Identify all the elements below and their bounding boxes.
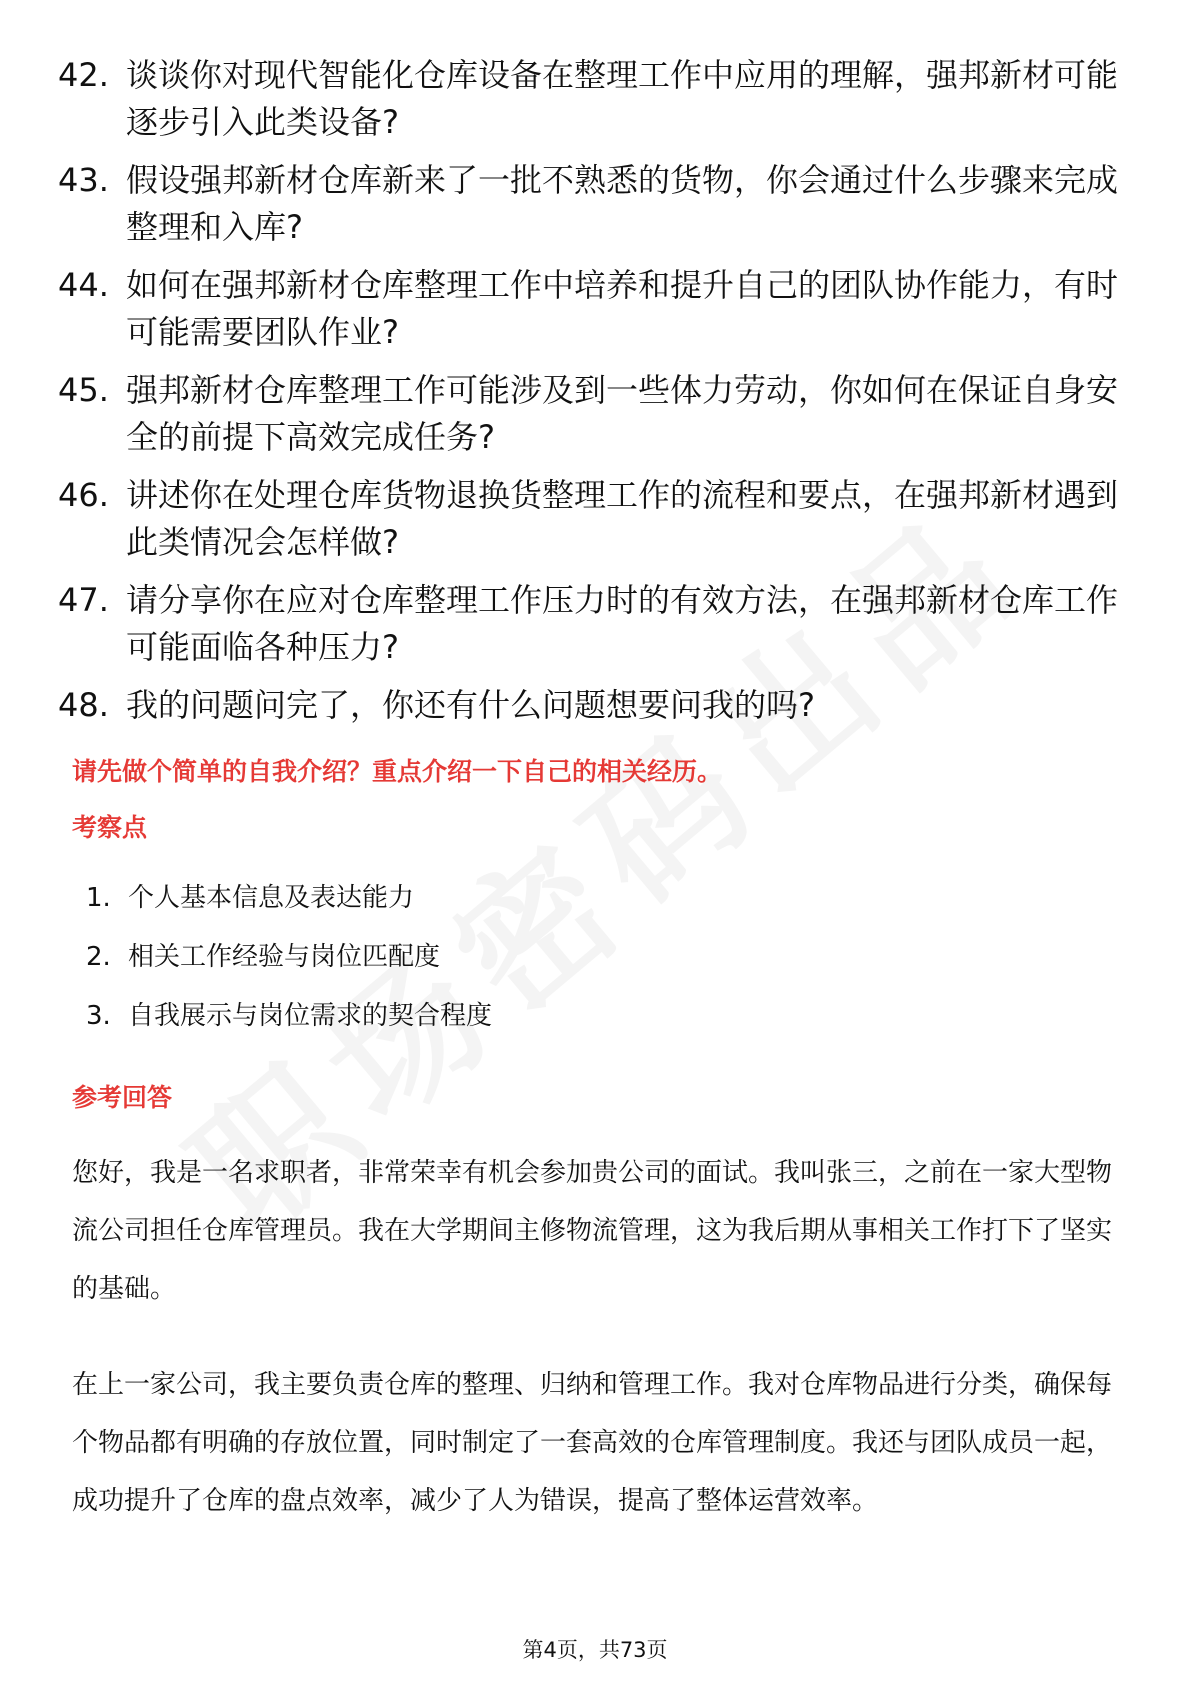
question-text: 我的问题问完了，你还有什么问题想要问我的吗? bbox=[126, 686, 815, 724]
question-item bbox=[58, 262, 1118, 356]
point-item bbox=[86, 880, 986, 916]
question-number: 46. bbox=[58, 476, 109, 514]
question-number: 43. bbox=[58, 161, 109, 199]
question-item bbox=[58, 52, 1118, 146]
point-number: 2. bbox=[86, 942, 111, 972]
question-text: 谈谈你对现代智能化仓库设备在整理工作中应用的理解，强邦新材可能逐步引入此类设备? bbox=[126, 56, 1119, 141]
question-item bbox=[58, 577, 1118, 671]
question-text: 讲述你在处理仓库货物退换货整理工作的流程和要点，在强邦新材遇到此类情况会怎样做? bbox=[126, 476, 1119, 561]
answer-title: 参考回答 bbox=[72, 1083, 173, 1112]
question-item bbox=[58, 472, 1118, 566]
point-number: 3. bbox=[86, 1001, 111, 1031]
answer-paragraph: 您好，我是一名求职者，非常荣幸有机会参加贵公司的面试。我叫张三，之前在一家大型物流公司担任仓库管理员。我在大学期间主修物流管理，这为我后期从事相关工作打下了坚实的基础。 bbox=[72, 1158, 1113, 1304]
question-number: 44. bbox=[58, 266, 109, 304]
question-item bbox=[58, 157, 1118, 251]
question-text: 请分享你在应对仓库整理工作压力时的有效方法，在强邦新材仓库工作可能面临各种压力? bbox=[126, 581, 1119, 666]
points-title: 考察点 bbox=[72, 813, 148, 842]
point-text: 相关工作经验与岗位匹配度 bbox=[128, 942, 441, 972]
question-number: 45. bbox=[58, 371, 109, 409]
question-text: 假设强邦新材仓库新来了一批不熟悉的货物，你会通过什么步骤来完成整理和入库? bbox=[126, 161, 1119, 246]
point-text: 自我展示与岗位需求的契合程度 bbox=[128, 1001, 493, 1031]
question-item bbox=[58, 682, 1118, 729]
question-number: 42. bbox=[58, 56, 109, 94]
question-list bbox=[58, 52, 1118, 740]
point-item bbox=[86, 939, 986, 975]
question-number: 47. bbox=[58, 581, 109, 619]
points-list bbox=[86, 880, 986, 1057]
point-text: 个人基本信息及表达能力 bbox=[128, 883, 415, 913]
highlight-question: 请先做个简单的自我介绍？重点介绍一下自己的相关经历。 bbox=[72, 757, 723, 786]
question-item bbox=[58, 367, 1118, 461]
point-item bbox=[86, 998, 986, 1034]
question-number: 48. bbox=[58, 686, 109, 724]
question-text: 如何在强邦新材仓库整理工作中培养和提升自己的团队协作能力，有时可能需要团队作业? bbox=[126, 266, 1119, 351]
page-footer: 第4页，共73页 bbox=[522, 1638, 668, 1662]
answer-paragraph: 在上一家公司，我主要负责仓库的整理、归纳和管理工作。我对仓库物品进行分类，确保每个物品都有明确的存放位置，同时制定了一套高效的仓库管理制度。我还与团队成员一起，成功提升了仓库的盘点效率，减少了人为错误，提高了整体运营效率。 bbox=[72, 1370, 1113, 1516]
question-text: 强邦新材仓库整理工作可能涉及到一些体力劳动，你如何在保证自身安全的前提下高效完成任务? bbox=[126, 371, 1119, 456]
point-number: 1. bbox=[86, 883, 111, 913]
